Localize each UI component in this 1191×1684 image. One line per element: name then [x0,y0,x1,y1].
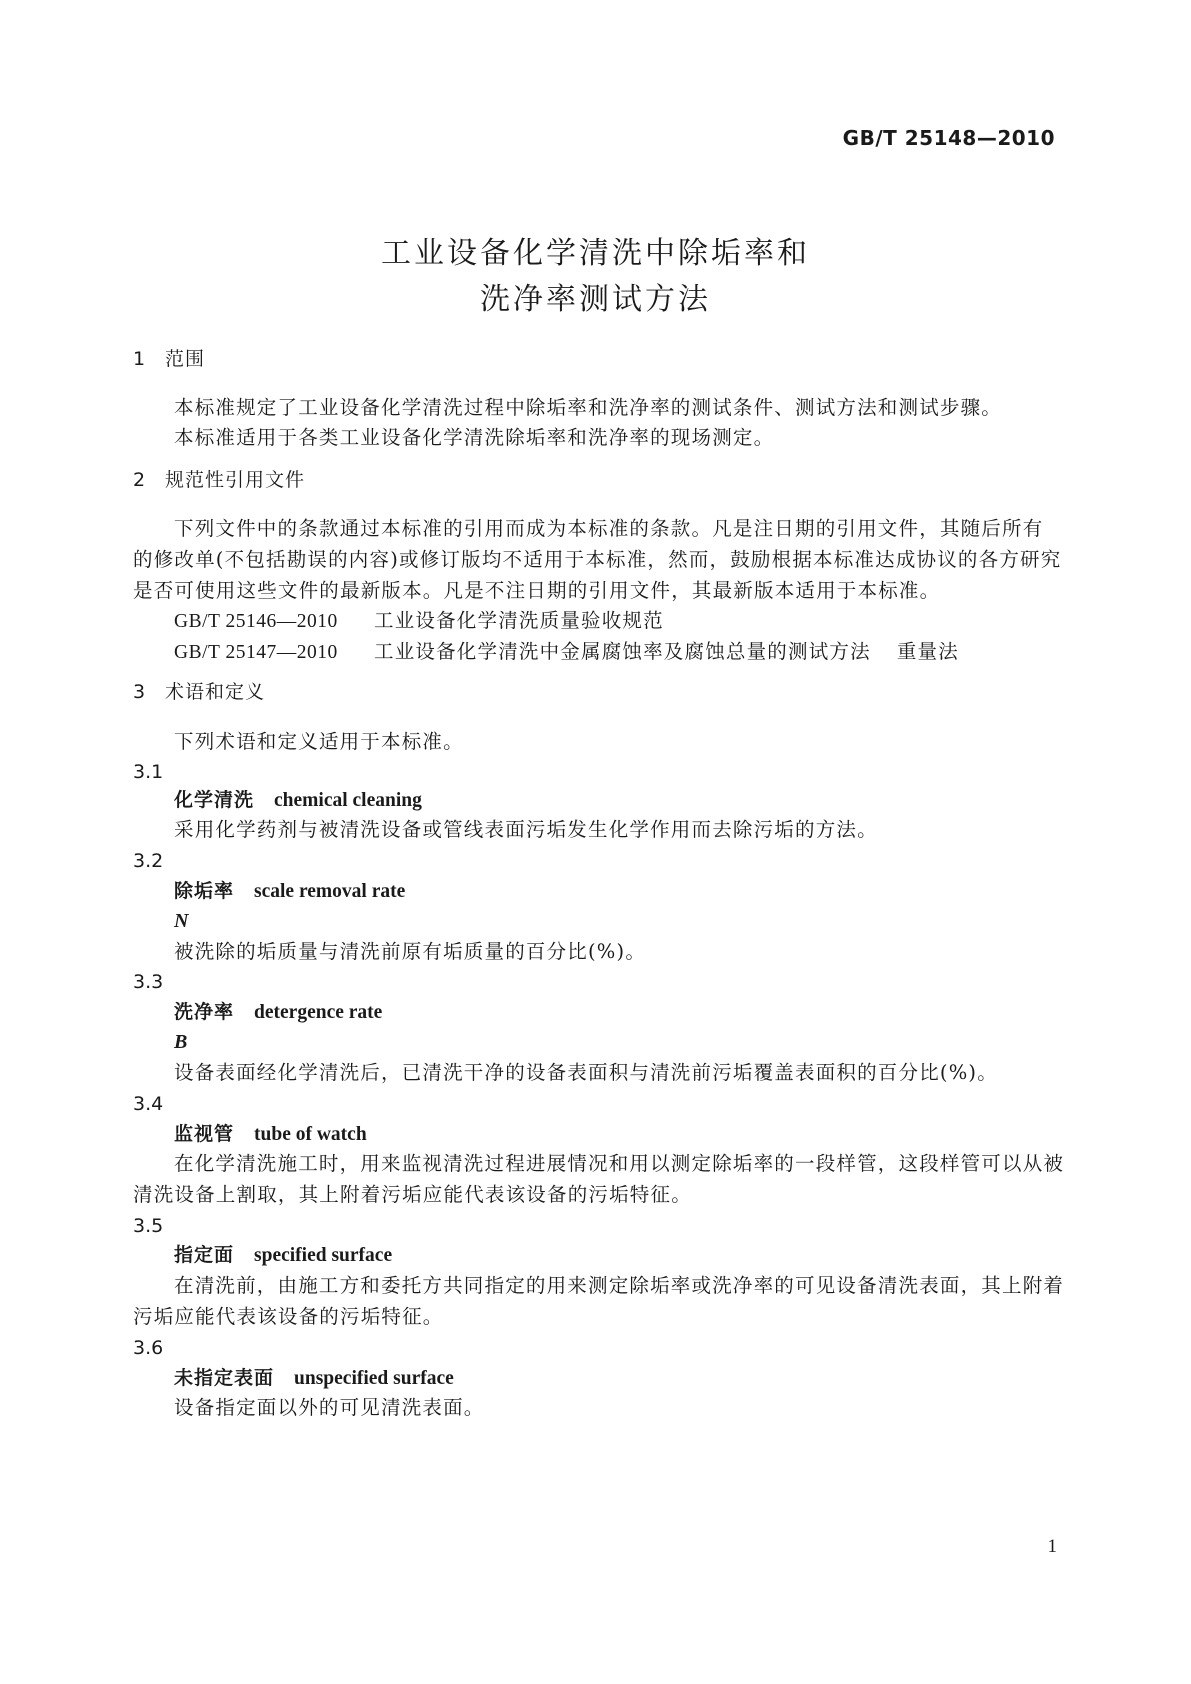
term-number: 3.6 [133,1337,164,1359]
term-zh: 未指定表面 [174,1367,275,1389]
reference-title: 工业设备化学清洗中金属腐蚀率及腐蚀总量的测试方法 [374,640,871,663]
reference-item [174,637,959,668]
term-number: 3.1 [133,761,164,783]
term-zh: 指定面 [174,1244,235,1266]
term-name [174,1119,367,1150]
term-definition: 在化学清洗施工时，用来监视清洗过程进展情况和用以测定除垢率的一段样管，这段样管可以从被 [174,1152,1065,1175]
section-1-paragraph-2: 本标准适用于各类工业设备化学清洗除垢率和洗净率的现场测定。 [174,426,775,449]
section-3-intro: 下列术语和定义适用于本标准。 [174,730,464,753]
reference-suffix: 重量法 [896,640,959,663]
reference-title: 工业设备化学清洗质量验收规范 [374,609,664,632]
term-en: chemical cleaning [274,790,422,811]
term-definition-continued: 污垢应能代表该设备的污垢特征。 [133,1305,444,1328]
section-1-heading [133,344,205,374]
term-name [174,997,382,1028]
section-2-paragraph-line-2: 的修改单(不包括勘误的内容)或修订版均不适用于本标准，然而，鼓励根据本标准达成协议的各方研究 [133,548,1062,571]
term-number: 3.5 [133,1215,164,1237]
section-2-paragraph-line-1: 下列文件中的条款通过本标准的引用而成为本标准的条款。凡是注日期的引用文件，其随后所有 [174,517,1044,540]
section-title: 术语和定义 [165,681,266,703]
section-3-heading [133,677,265,707]
term-symbol: B [174,1031,188,1053]
section-title: 规范性引用文件 [165,469,306,491]
reference-code: GB/T 25147—2010 [174,642,338,663]
term-zh: 化学清洗 [174,789,255,811]
term-symbol: N [174,910,189,932]
term-zh: 洗净率 [174,1001,235,1023]
section-2-paragraph-line-3: 是否可使用这些文件的最新版本。凡是不注日期的引用文件，其最新版本适用于本标准。 [133,579,941,602]
term-en: scale removal rate [254,881,406,902]
document-title-line-2: 洗净率测试方法 [480,282,711,317]
term-number: 3.4 [133,1093,164,1115]
section-2-heading [133,465,305,495]
term-zh: 除垢率 [174,880,235,902]
term-definition: 被洗除的垢质量与清洗前原有垢质量的百分比(%)。 [174,940,647,963]
page-number: 1 [1047,1536,1057,1557]
term-number: 3.2 [133,850,164,872]
term-number: 3.3 [133,971,164,993]
term-zh: 监视管 [174,1123,235,1145]
term-name [174,1363,454,1394]
term-en: tube of watch [254,1124,367,1145]
term-en: detergence rate [254,1002,383,1023]
section-title: 范围 [165,348,206,370]
term-en: specified surface [254,1245,393,1266]
term-definition: 设备指定面以外的可见清洗表面。 [174,1396,485,1419]
term-en: unspecified surface [294,1368,454,1389]
section-number: 2 [133,469,146,491]
term-name [174,1240,392,1271]
section-number: 3 [133,681,146,703]
reference-item [174,606,664,637]
reference-code: GB/T 25146—2010 [174,611,338,632]
term-definition-continued: 清洗设备上割取，其上附着污垢应能代表该设备的污垢特征。 [133,1183,692,1206]
term-name [174,785,422,816]
section-number: 1 [133,348,146,370]
term-definition: 在清洗前，由施工方和委托方共同指定的用来测定除垢率或洗净率的可见设备清洗表面，其上附着 [174,1274,1065,1297]
term-definition: 采用化学药剂与被清洗设备或管线表面污垢发生化学作用而去除污垢的方法。 [174,818,878,841]
standard-code: GB/T 25148—2010 [842,126,1055,150]
section-1-paragraph-1: 本标准规定了工业设备化学清洗过程中除垢率和洗净率的测试条件、测试方法和测试步骤。 [174,396,1003,419]
document-title-line-1: 工业设备化学清洗中除垢率和 [381,236,810,271]
term-name [174,876,405,907]
term-definition: 设备表面经化学清洗后，已清洗干净的设备表面积与清洗前污垢覆盖表面积的百分比(%)。 [174,1061,998,1084]
